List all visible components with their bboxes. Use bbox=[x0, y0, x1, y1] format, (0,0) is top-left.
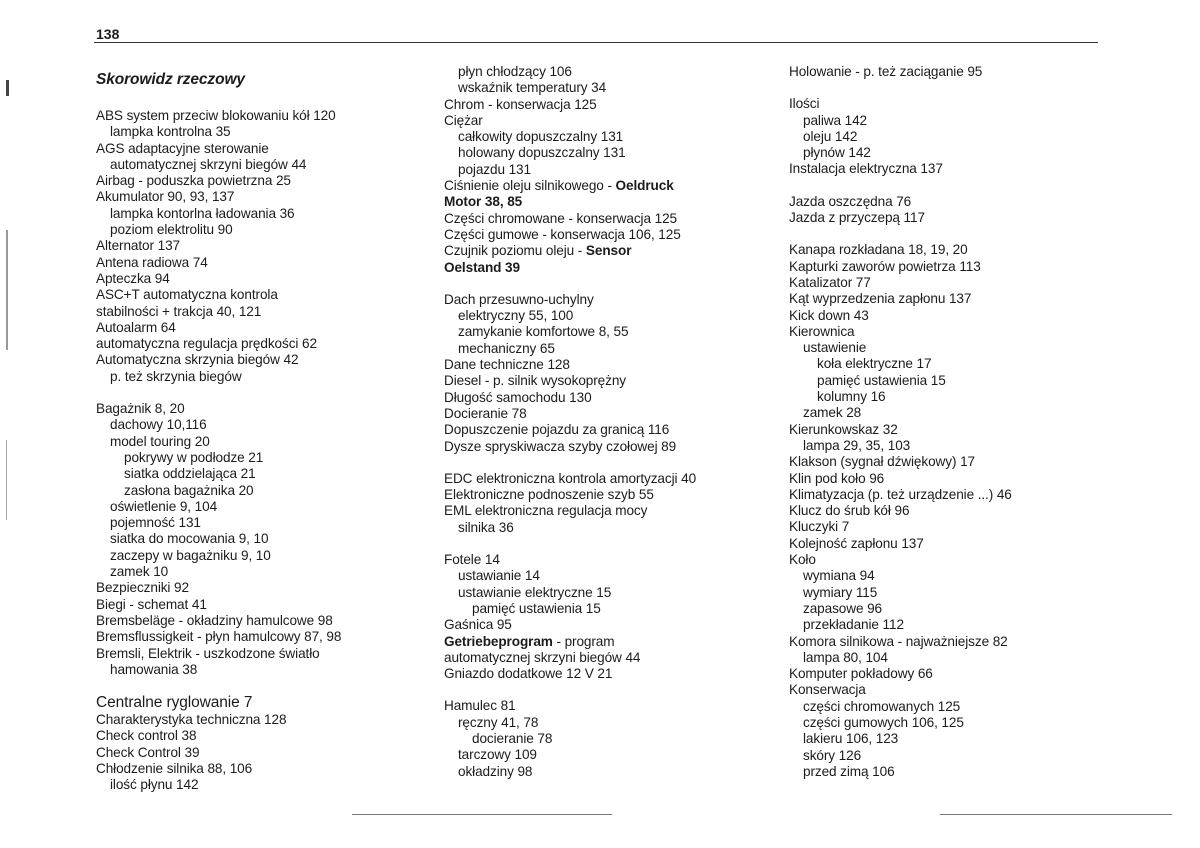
entry-text: Kluczyki 7 bbox=[789, 519, 850, 535]
entry-bold-text: Sensor bbox=[585, 243, 632, 259]
top-rule bbox=[94, 42, 1098, 43]
entry-text: ABS system przeciw blokowaniu kół 120 bbox=[96, 108, 336, 123]
entry-text: lampka kontrolna 35 bbox=[110, 124, 231, 140]
index-subentry bbox=[96, 206, 436, 222]
index-subentry bbox=[96, 548, 436, 564]
bottom-rule-right bbox=[940, 814, 1172, 815]
entry-text: Dach przesuwno-uchylny bbox=[444, 291, 594, 307]
entry-text: wskaźnik temperatury 34 bbox=[458, 80, 607, 96]
entry-text: Kierownica bbox=[789, 323, 855, 339]
entry-text: zasłona bagażnika 20 bbox=[124, 482, 254, 498]
entry-text: Holowanie - p. też zaciąganie 95 bbox=[789, 64, 983, 79]
entry-text: Bremsflussigkeit - płyn hamulcowy 87, 98 bbox=[96, 629, 342, 645]
entry-text: mechaniczny 65 bbox=[458, 340, 555, 356]
entry-text: elektryczny 55, 100 bbox=[458, 308, 574, 324]
entry-text: Czujnik poziomu oleju - bbox=[444, 243, 586, 259]
entry-text: pojazdu 131 bbox=[458, 161, 531, 177]
entry-text: Klucz do śrub kół 96 bbox=[789, 503, 910, 519]
entry-text: ustawienie bbox=[803, 340, 867, 356]
entry-text: wymiary 115 bbox=[803, 584, 878, 600]
entry-text: zamek 28 bbox=[803, 405, 862, 421]
index-subentry bbox=[789, 438, 1109, 454]
entry-text: całkowity dopuszczalny 131 bbox=[458, 129, 624, 145]
entry-text: zaczepy w bagażniku 9, 10 bbox=[110, 547, 271, 563]
index-entry bbox=[444, 211, 774, 227]
index-entry bbox=[444, 178, 774, 194]
entry-text: Check control 38 bbox=[96, 728, 197, 744]
index-subentry bbox=[789, 389, 1109, 405]
index-column-2 bbox=[444, 64, 774, 780]
index-subentry bbox=[789, 715, 1109, 731]
entry-text: AGS adaptacyjne sterowanie bbox=[96, 140, 269, 156]
page-number: 138 bbox=[96, 26, 120, 42]
index-subentry bbox=[444, 162, 774, 178]
index-entry bbox=[789, 161, 1109, 177]
index-entry bbox=[96, 141, 436, 157]
entry-text: Hamulec 81 bbox=[444, 698, 516, 714]
index-subentry bbox=[444, 129, 774, 145]
entry-text: Akumulator 90, 93, 137 bbox=[96, 189, 235, 205]
bottom-rule-left bbox=[352, 814, 612, 815]
index-entry bbox=[96, 255, 436, 271]
entry-text: Chłodzenie silnika 88, 106 bbox=[96, 760, 253, 776]
entry-text: tarczowy 109 bbox=[458, 747, 537, 763]
entry-text: pamięć ustawienia 15 bbox=[817, 372, 946, 388]
index-subentry bbox=[96, 417, 436, 433]
entry-text: Automatyczna skrzynia biegów 42 bbox=[96, 352, 299, 368]
index-subentry bbox=[789, 568, 1109, 584]
index-subentry bbox=[444, 341, 774, 357]
index-subentry bbox=[96, 466, 436, 482]
index-subentry bbox=[444, 764, 774, 780]
index-subentry bbox=[96, 515, 436, 531]
entry-text: części chromowanych 125 bbox=[803, 698, 961, 714]
entry-text: okładziny 98 bbox=[458, 763, 533, 779]
entry-text: części gumowych 106, 125 bbox=[803, 714, 964, 730]
entry-text: lampa 80, 104 bbox=[803, 649, 888, 665]
index-subentry bbox=[444, 308, 774, 324]
entry-text: stabilności + trakcja 40, 121 bbox=[96, 303, 262, 319]
index-entry bbox=[789, 552, 1109, 568]
entry-text: Dysze spryskiwacza szyby czołowej 89 bbox=[444, 438, 677, 454]
index-entry bbox=[444, 666, 774, 682]
index-subentry bbox=[789, 340, 1109, 356]
entry-text: Instalacja elektryczna 137 bbox=[789, 161, 943, 177]
entry-text: oświetlenie 9, 104 bbox=[110, 498, 218, 514]
index-entry bbox=[789, 487, 1109, 503]
index-entry bbox=[444, 439, 774, 455]
entry-text: płynów 142 bbox=[803, 145, 871, 161]
index-entry bbox=[96, 761, 436, 777]
entry-text: Części gumowe - konserwacja 106, 125 bbox=[444, 226, 681, 242]
entry-text: zapasowe 96 bbox=[803, 600, 883, 616]
index-entry bbox=[444, 357, 774, 373]
entry-text: holowany dopuszczalny 131 bbox=[458, 145, 626, 161]
index-subentry bbox=[96, 564, 436, 580]
index-entry bbox=[789, 503, 1109, 519]
index-entry bbox=[789, 634, 1109, 650]
index-entry bbox=[789, 275, 1109, 291]
entry-text: EDC elektroniczna kontrola amortyzacji 40 bbox=[444, 470, 697, 486]
index-subentry bbox=[789, 601, 1109, 617]
entry-bold-text: Motor 38, 85 bbox=[444, 194, 523, 210]
index-subentry bbox=[96, 450, 436, 466]
entry-text: Apteczka 94 bbox=[96, 270, 170, 286]
group-spacer bbox=[96, 678, 436, 694]
entry-text: Kanapa rozkładana 18, 19, 20 bbox=[789, 242, 968, 258]
index-entry bbox=[789, 242, 1109, 258]
entry-text: Komora silnikowa - najważniejsze 82 bbox=[789, 633, 1008, 649]
entry-text: kolumny 16 bbox=[817, 389, 886, 405]
entry-text: Alternator 137 bbox=[96, 238, 180, 254]
entry-text: Gaśnica 95 bbox=[444, 617, 512, 633]
index-entry bbox=[789, 454, 1109, 470]
entry-text: Kapturki zaworów powietrza 113 bbox=[789, 258, 981, 274]
index-subentry bbox=[444, 145, 774, 161]
index-entry bbox=[96, 189, 436, 205]
entry-text: docieranie 78 bbox=[472, 730, 553, 746]
index-entry bbox=[444, 194, 774, 210]
index-entry bbox=[96, 694, 436, 712]
binding-mark bbox=[6, 440, 7, 520]
index-subentry bbox=[96, 499, 436, 515]
index-subentry bbox=[444, 601, 774, 617]
entry-text: paliwa 142 bbox=[803, 112, 867, 128]
index-column-1 bbox=[96, 64, 436, 794]
entry-text: EML elektroniczna regulacja mocy bbox=[444, 503, 648, 519]
index-subentry bbox=[444, 520, 774, 536]
entry-text: Klakson (sygnał dźwiękowy) 17 bbox=[789, 454, 975, 470]
index-subentry bbox=[789, 699, 1109, 715]
index-subentry bbox=[789, 145, 1109, 161]
entry-text: Kolejność zapłonu 137 bbox=[789, 535, 924, 551]
index-entry bbox=[96, 238, 436, 254]
index-subentry bbox=[789, 405, 1109, 421]
entry-text: Dane techniczne 128 bbox=[444, 357, 570, 373]
index-entry bbox=[96, 271, 436, 287]
index-entry bbox=[789, 96, 1109, 112]
index-entry bbox=[444, 406, 774, 422]
index-subentry bbox=[789, 748, 1109, 764]
index-entry bbox=[444, 617, 774, 633]
index-entry bbox=[444, 390, 774, 406]
entry-text: Kick down 43 bbox=[789, 307, 869, 323]
entry-text: ustawianie elektryczne 15 bbox=[458, 584, 612, 600]
entry-bold-text: Getriebeprogram bbox=[444, 633, 553, 649]
index-subentry bbox=[96, 434, 436, 450]
index-subentry bbox=[444, 747, 774, 763]
entry-text: pokrywy w podłodze 21 bbox=[124, 449, 264, 465]
entry-text: Części chromowane - konserwacja 125 bbox=[444, 210, 677, 226]
entry-text: wymiana 94 bbox=[803, 568, 875, 584]
index-entry bbox=[789, 308, 1109, 324]
entry-text: Diesel - p. silnik wysokoprężny bbox=[444, 373, 626, 389]
index-subentry bbox=[789, 731, 1109, 747]
index-entry bbox=[444, 227, 774, 243]
entry-text: Kąt wyprzedzenia zapłonu 137 bbox=[789, 291, 972, 307]
group-spacer bbox=[789, 178, 1109, 194]
entry-text: Ciężar bbox=[444, 112, 483, 128]
index-entry bbox=[96, 287, 436, 303]
index-entry bbox=[96, 352, 436, 368]
entry-text: Autoalarm 64 bbox=[96, 319, 176, 335]
entry-text: Gniazdo dodatkowe 12 V 21 bbox=[444, 666, 613, 682]
entry-text: oleju 142 bbox=[803, 128, 858, 144]
entry-text: ustawianie 14 bbox=[458, 568, 540, 584]
entry-text: Jazda oszczędna 76 bbox=[789, 193, 912, 209]
index-entry bbox=[444, 113, 774, 129]
index-entry bbox=[789, 422, 1109, 438]
index-subentry bbox=[444, 64, 774, 80]
entry-text: dachowy 10,116 bbox=[110, 417, 207, 433]
index-entry bbox=[789, 666, 1109, 682]
entry-text: Jazda z przyczepą 117 bbox=[789, 210, 925, 226]
index-entry bbox=[789, 682, 1109, 698]
entry-text: Bagażnik 8, 20 bbox=[96, 401, 185, 417]
index-entry bbox=[96, 580, 436, 596]
binding-mark bbox=[6, 80, 9, 96]
entry-text: hamowania 38 bbox=[110, 661, 198, 677]
index-subentry bbox=[789, 129, 1109, 145]
index-entry bbox=[96, 646, 436, 662]
index-entry bbox=[444, 503, 774, 519]
index-subentry bbox=[444, 585, 774, 601]
entry-text: Ciśnienie oleju silnikowego - bbox=[444, 178, 616, 194]
entry-text: Bremsbeläge - okładziny hamulcowe 98 bbox=[96, 612, 333, 628]
entry-text: płyn chłodzący 106 bbox=[458, 64, 572, 79]
group-spacer bbox=[789, 80, 1109, 96]
entry-text: pamięć ustawienia 15 bbox=[472, 600, 601, 616]
group-spacer bbox=[444, 682, 774, 698]
index-entry bbox=[789, 210, 1109, 226]
binding-mark bbox=[6, 230, 8, 350]
group-spacer bbox=[444, 276, 774, 292]
index-entry bbox=[789, 471, 1109, 487]
index-entry bbox=[96, 613, 436, 629]
index-entry bbox=[444, 260, 774, 276]
index-subentry bbox=[789, 356, 1109, 372]
group-spacer bbox=[444, 455, 774, 471]
entry-text: Chrom - konserwacja 125 bbox=[444, 96, 597, 112]
index-entry bbox=[444, 243, 774, 259]
entry-text: lampka kontorlna ładowania 36 bbox=[110, 205, 295, 221]
index-entry bbox=[96, 401, 436, 417]
index-subentry bbox=[444, 568, 774, 584]
index-entry bbox=[789, 259, 1109, 275]
entry-text: skóry 126 bbox=[803, 747, 862, 763]
entry-bold-text: Oelstand 39 bbox=[444, 259, 520, 275]
group-spacer bbox=[789, 226, 1109, 242]
index-entry bbox=[789, 324, 1109, 340]
entry-text: Komputer pokładowy 66 bbox=[789, 666, 933, 682]
index-subentry bbox=[96, 662, 436, 678]
entry-text: automatycznej skrzyni biegów 44 bbox=[110, 156, 307, 172]
entry-text: lampa 29, 35, 103 bbox=[803, 437, 911, 453]
entry-text: Ilości bbox=[789, 96, 820, 112]
index-column-3 bbox=[789, 64, 1109, 780]
index-entry bbox=[444, 698, 774, 714]
entry-text: Centralne ryglowanie 7 bbox=[96, 694, 253, 712]
entry-text: zamykanie komfortowe 8, 55 bbox=[458, 324, 629, 340]
entry-text: poziom elektrolitu 90 bbox=[110, 222, 233, 238]
index-subentry bbox=[96, 483, 436, 499]
entry-text: Docieranie 78 bbox=[444, 405, 527, 421]
index-entry bbox=[96, 304, 436, 320]
entry-text: lakieru 106, 123 bbox=[803, 731, 899, 747]
index-entry bbox=[789, 519, 1109, 535]
index-subentry bbox=[96, 222, 436, 238]
index-subentry bbox=[96, 531, 436, 547]
index-subentry bbox=[96, 157, 436, 173]
index-entry bbox=[96, 728, 436, 744]
index-subentry bbox=[789, 585, 1109, 601]
index-entry bbox=[96, 336, 436, 352]
entry-text: przekładanie 112 bbox=[803, 617, 904, 633]
index-subentry bbox=[444, 324, 774, 340]
entry-text: Bezpieczniki 92 bbox=[96, 580, 189, 596]
entry-text: siatka oddzielająca 21 bbox=[124, 466, 256, 482]
entry-text: automatyczna regulacja prędkości 62 bbox=[96, 336, 317, 352]
entry-text: p. też skrzynia biegów bbox=[110, 368, 242, 384]
index-entry bbox=[789, 194, 1109, 210]
entry-text: automatycznej skrzyni biegów 44 bbox=[444, 649, 641, 665]
entry-text: Airbag - poduszka powietrzna 25 bbox=[96, 173, 291, 189]
entry-text: zamek 10 bbox=[110, 564, 169, 580]
index-entry bbox=[789, 536, 1109, 552]
entry-text: Katalizator 77 bbox=[789, 274, 871, 290]
entry-text: przed zimą 106 bbox=[803, 763, 895, 779]
index-entry bbox=[96, 173, 436, 189]
index-entry bbox=[96, 712, 436, 728]
index-entry bbox=[96, 745, 436, 761]
index-subentry bbox=[789, 617, 1109, 633]
group-spacer bbox=[444, 536, 774, 552]
entry-text: Check Control 39 bbox=[96, 744, 200, 760]
entry-bold-text: Oeldruck bbox=[615, 178, 674, 194]
index-subentry bbox=[96, 124, 436, 140]
index-entry bbox=[789, 64, 1109, 80]
index-subentry bbox=[96, 777, 436, 793]
index-entry bbox=[444, 552, 774, 568]
entry-text: model touring 20 bbox=[110, 433, 210, 449]
index-subentry bbox=[96, 369, 436, 385]
section-heading: Skorowidz rzeczowy bbox=[96, 71, 245, 88]
index-entry bbox=[444, 373, 774, 389]
group-spacer bbox=[96, 385, 436, 401]
index-entry bbox=[444, 97, 774, 113]
entry-text: Klimatyzacja (p. też urządzenie ...) 46 bbox=[789, 486, 1012, 502]
index-entry bbox=[444, 650, 774, 666]
entry-text: - program bbox=[552, 633, 615, 649]
entry-text: Kierunkowskaz 32 bbox=[789, 421, 898, 437]
entry-text: ASC+T automatyczna kontrola bbox=[96, 287, 278, 303]
index-entry bbox=[444, 634, 774, 650]
entry-text: Antena radiowa 74 bbox=[96, 254, 208, 270]
entry-text: Dopuszczenie pojazdu za granicą 116 bbox=[444, 422, 670, 438]
index-subentry bbox=[444, 80, 774, 96]
index-entry bbox=[444, 422, 774, 438]
index-entry bbox=[96, 597, 436, 613]
entry-text: Biegi - schemat 41 bbox=[96, 596, 207, 612]
index-subentry bbox=[444, 731, 774, 747]
entry-text: Klin pod koło 96 bbox=[789, 470, 885, 486]
entry-text: Elektroniczne podnoszenie szyb 55 bbox=[444, 487, 654, 503]
index-entry bbox=[444, 471, 774, 487]
entry-text: koła elektryczne 17 bbox=[817, 356, 932, 372]
entry-text: ilość płynu 142 bbox=[110, 777, 199, 793]
entry-text: Bremsli, Elektrik - uszkodzone światło bbox=[96, 645, 320, 661]
index-entry bbox=[789, 291, 1109, 307]
entry-text: Koło bbox=[789, 552, 816, 568]
entry-text: pojemność 131 bbox=[110, 515, 201, 531]
entry-text: silnika 36 bbox=[458, 519, 514, 535]
index-subentry bbox=[789, 650, 1109, 666]
entry-text: siatka do mocowania 9, 10 bbox=[110, 531, 269, 547]
index-entry bbox=[96, 629, 436, 645]
index-entry bbox=[96, 108, 436, 124]
entry-text: ręczny 41, 78 bbox=[458, 714, 539, 730]
index-subentry bbox=[789, 373, 1109, 389]
index-entry bbox=[96, 320, 436, 336]
entry-text: Charakterystyka techniczna 128 bbox=[96, 712, 287, 728]
index-subentry bbox=[789, 113, 1109, 129]
entry-text: Długość samochodu 130 bbox=[444, 389, 592, 405]
index-entry bbox=[444, 292, 774, 308]
index-entry bbox=[444, 487, 774, 503]
entry-text: Fotele 14 bbox=[444, 552, 500, 568]
index-subentry bbox=[444, 715, 774, 731]
index-subentry bbox=[789, 764, 1109, 780]
entry-text: Konserwacja bbox=[789, 682, 866, 698]
